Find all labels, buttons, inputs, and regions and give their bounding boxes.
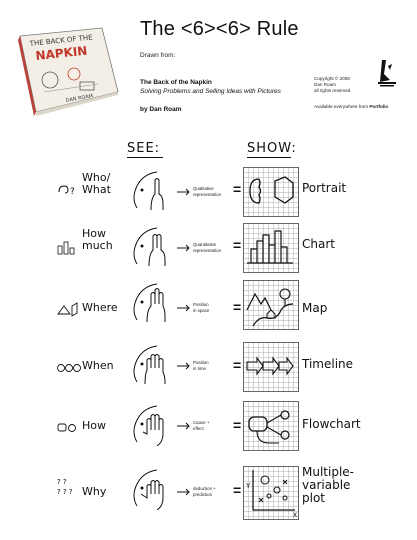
method-label: Cause + effect bbox=[193, 420, 210, 431]
equals-sign: = bbox=[233, 237, 242, 253]
portrait-grid-illustration bbox=[243, 167, 299, 217]
book-cover-author: DAN ROAM bbox=[65, 93, 94, 104]
copyright-notice bbox=[314, 76, 370, 94]
author-byline: by Dan Roam bbox=[140, 106, 182, 113]
question-label: How bbox=[82, 419, 106, 432]
how-icon bbox=[56, 418, 82, 438]
why-icon bbox=[56, 474, 82, 498]
publisher-logo-icon bbox=[376, 58, 398, 92]
see-column-heading: SEE: bbox=[127, 141, 161, 156]
output-label: Flowchart bbox=[302, 417, 361, 431]
who-what-icon bbox=[56, 180, 82, 200]
head-spread-hand-icon bbox=[127, 466, 173, 510]
method-label: Qualitative representation bbox=[193, 186, 222, 197]
question-label: Where bbox=[82, 301, 118, 314]
book-cover-title-line1: THE BACK OF THE bbox=[29, 33, 93, 48]
output-label: Portrait bbox=[302, 181, 347, 195]
rule-row-why bbox=[0, 458, 417, 528]
rule-row-how bbox=[0, 398, 417, 454]
show-column-heading: SHOW: bbox=[247, 141, 297, 156]
head-four-fingers-icon bbox=[127, 342, 173, 386]
arrow-icon bbox=[176, 488, 192, 496]
method-label: Position in time bbox=[193, 360, 209, 371]
publisher-name: Portfolio bbox=[369, 104, 389, 109]
arrow-icon bbox=[176, 304, 192, 312]
where-icon bbox=[56, 300, 82, 320]
book-subtitle: Solving Problems and Selling Ideas with Pictures bbox=[140, 88, 281, 95]
head-one-finger-icon bbox=[127, 168, 173, 212]
equals-sign: = bbox=[233, 417, 242, 433]
rule-row-where bbox=[0, 276, 417, 332]
arrow-icon bbox=[176, 188, 192, 196]
svg-text:? ? ?: ? ? ? bbox=[57, 488, 73, 496]
equals-sign: = bbox=[233, 357, 242, 373]
timeline-grid-illustration bbox=[243, 342, 299, 392]
method-label: Quantitative representation bbox=[193, 242, 222, 253]
output-label: Multiple- variable plot bbox=[302, 465, 354, 505]
copyright-line: Copyright © 2008 bbox=[314, 76, 350, 81]
availability-note bbox=[314, 104, 388, 109]
book-title: The Back of the Napkin bbox=[140, 79, 212, 86]
arrow-icon bbox=[176, 244, 192, 252]
see-heading-underline bbox=[127, 157, 163, 158]
equals-sign: = bbox=[233, 299, 242, 315]
svg-text:X: X bbox=[293, 512, 298, 519]
equals-sign: = bbox=[233, 482, 242, 498]
when-icon bbox=[56, 358, 82, 378]
arrow-icon bbox=[176, 422, 192, 430]
output-label: Map bbox=[302, 301, 328, 315]
question-label: When bbox=[82, 359, 114, 372]
how-much-icon bbox=[56, 238, 82, 258]
equals-sign: = bbox=[233, 181, 242, 197]
svg-text:?: ? bbox=[70, 187, 75, 197]
rule-row-how-much bbox=[0, 220, 417, 276]
rule-row-who-what bbox=[0, 164, 417, 220]
copyright-line: Dan Roam bbox=[314, 82, 336, 87]
flowchart-grid-illustration bbox=[243, 401, 299, 451]
svg-text:Y: Y bbox=[246, 482, 251, 490]
copyright-line: all rights reserved bbox=[314, 88, 351, 93]
multiple-variable-plot-grid-illustration bbox=[243, 466, 299, 520]
method-label: Position in space bbox=[193, 302, 210, 313]
question-label: Why bbox=[82, 485, 107, 498]
question-label: How much bbox=[82, 227, 113, 252]
chart-grid-illustration bbox=[243, 223, 299, 273]
output-label: Timeline bbox=[302, 357, 354, 371]
method-label: deduction + prediction bbox=[193, 486, 216, 497]
availability-text: Available everywhere from bbox=[314, 104, 370, 109]
question-label: Who/ What bbox=[82, 171, 111, 196]
show-heading-underline bbox=[247, 157, 291, 158]
rule-row-when bbox=[0, 340, 417, 396]
output-label: Chart bbox=[302, 237, 335, 251]
head-open-hand-icon bbox=[127, 402, 173, 446]
page-title: The <6><6> Rule bbox=[140, 18, 299, 40]
book-cover-title-line2: NAPKIN bbox=[34, 43, 88, 63]
book-cover-image bbox=[14, 22, 124, 122]
drawn-from-label: Drawn from: bbox=[140, 52, 176, 59]
arrow-icon bbox=[176, 362, 192, 370]
svg-text:? ?: ? ? bbox=[57, 478, 67, 486]
head-three-fingers-icon bbox=[127, 280, 173, 324]
map-grid-illustration bbox=[243, 280, 299, 330]
head-two-fingers-icon bbox=[127, 224, 173, 268]
